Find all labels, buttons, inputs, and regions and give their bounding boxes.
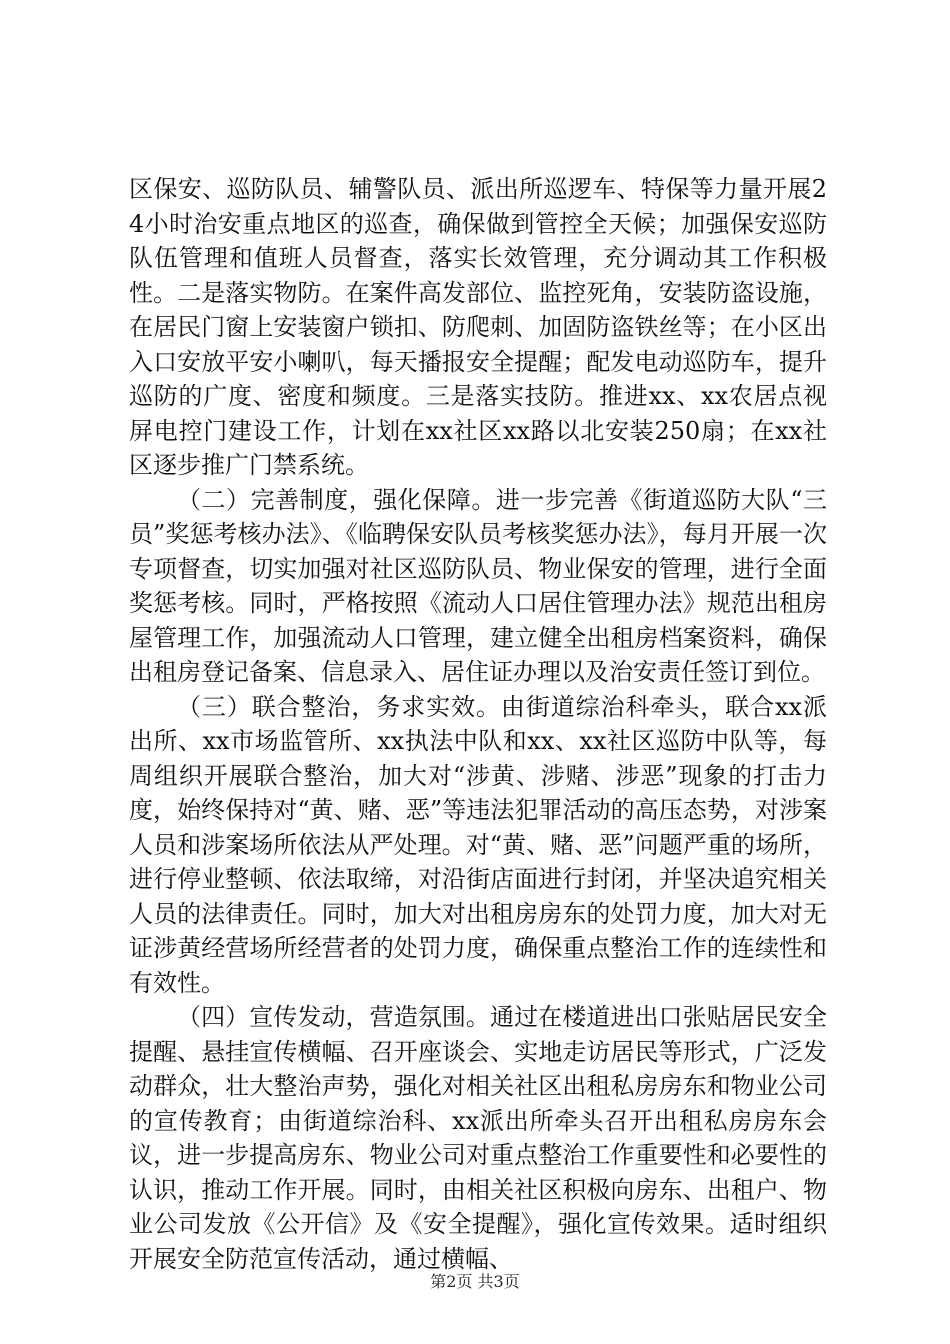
paragraph-continuation: 区保安、巡防队员、辅警队员、派出所巡逻车、特保等力量开展24小时治安重点地区的巡查，确保做到管控全天候；加强保安巡防队伍管理和值班人员督查，落实长效管理，充分调动其工作积极性。二是落实物防。在案件高发部位、监控死角，安装防盗设施，在居民门窗上安装窗户锁扣、防爬刺、加固防盗铁丝等；在小区出入口安放平安小喇叭，每天播报安全提醒；配发电动巡防车，提升巡防的广度、密度和频度。三是落实技防。推进xx、xx农居点视屏电控门建设工作，计划在xx社区xx路以北安装250扇；在xx社区逐步推广门禁系统。 xyxy=(129,175,827,479)
paragraph-section-three: （三）联合整治，务求实效。由街道综治科牵头，联合xx派出所、xx市场监管所、xx执法中队和xx、xx社区巡防中队等，每周组织开展联合整治，加大对“涉黄、涉赌、涉恶”现象的打击力度，始终保持对“黄、赌、恶”等违法犯罪活动的高压态势，对涉案人员和涉案场所依法从严处理。对“黄、赌、恶”问题严重的场所，进行停业整顿、依法取缔，对沿街店面进行封闭，并坚决追究相关人员的法律责任。同时，加大对出租房房东的处罚力度，加大对无证涉黄经营场所经营者的处罚力度，确保重点整治工作的连续性和有效性。 xyxy=(129,692,827,997)
document-body xyxy=(129,172,827,1276)
page-footer: 第2页 共3页 xyxy=(430,1272,520,1291)
paragraph-section-two: （二）完善制度，强化保障。进一步完善《街道巡防大队“三员”奖惩考核办法》、《临聘保安队员考核奖惩办法》，每月开展一次专项督查，切实加强对社区巡防队员、物业保安的管理，进行全面奖惩考核。同时，严格按照《流动人口居住管理办法》规范出租房屋管理工作，加强流动人口管理，建立健全出租房档案资料，确保出租房登记备案、信息录入、居住证办理以及治安责任签订到位。 xyxy=(129,485,827,686)
paragraph-section-four: （四）宣传发动，营造氛围。通过在楼道进出口张贴居民安全提醒、悬挂宣传横幅、召开座谈会、实地走访居民等形式，广泛发动群众，壮大整治声势，强化对相关社区出租私房房东和物业公司的宣传教育；由街道综治科、xx派出所牵头召开出租私房房东会议，进一步提高房东、物业公司对重点整治工作重要性和必要性的认识，推动工作开展。同时，由相关社区积极向房东、出租户、物业公司发放《公开信》及《安全提醒》，强化宣传效果。适时组织开展安全防范宣传活动，通过横幅、 xyxy=(129,1003,827,1273)
